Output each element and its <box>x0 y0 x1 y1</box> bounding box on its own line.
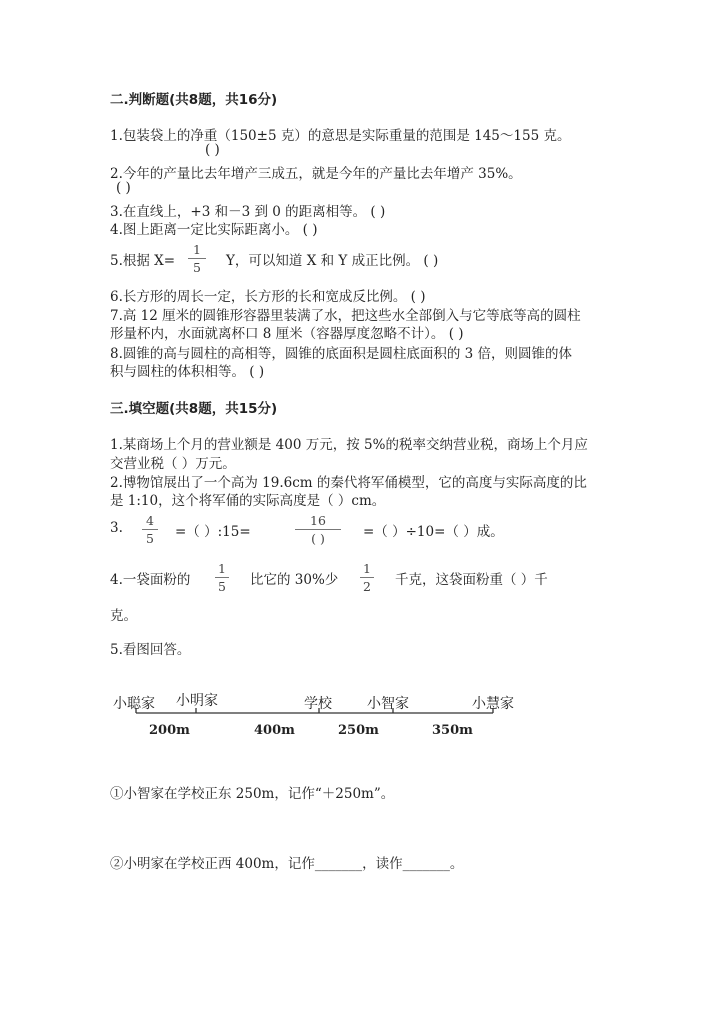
judge-question-1: 1.包装袋上的净重（150±5 克）的意思是实际重量的范围是 145～155 克。 <box>110 128 571 144</box>
sub-question-1: ①小智家在学校正东 250m，记作“＋250m”。 <box>110 786 395 802</box>
fill-question-1-cont: 交营业税（ ）万元。 <box>110 456 236 472</box>
place-label: 小聪家 <box>113 696 155 712</box>
place-label: 学校 <box>304 696 332 712</box>
section-3-heading: 三.填空题(共8题，共15分) <box>110 401 278 417</box>
fraction-denominator: 5 <box>218 579 226 594</box>
fraction-denominator: 5 <box>193 260 201 275</box>
judge-question-3: 3.在直线上，+3 和－3 到 0 的距离相等。 ( ) <box>110 204 386 220</box>
distance-label: 400m <box>254 723 295 738</box>
place-label: 小智家 <box>367 696 409 712</box>
fraction-numerator: 16 <box>310 513 326 528</box>
fraction-numerator: 4 <box>146 513 154 528</box>
judge-question-2: 2.今年的产量比去年增产三成五，就是今年的产量比去年增产 35%。 <box>110 166 522 182</box>
judge-question-4: 4.图上距离一定比实际距离小。 ( ) <box>110 222 318 238</box>
fill-question-1: 1.某商场上个月的营业额是 400 万元，按 5%的税率交纳营业税，商场上个月应 <box>110 437 588 453</box>
fraction-denominator: 2 <box>363 579 371 594</box>
distance-label: 250m <box>338 723 379 738</box>
judge-question-8-cont: 积与圆柱的体积相等。 ( ) <box>110 364 265 380</box>
sub-question-2: ②小明家在学校正西 400m，记作_______，读作_______。 <box>110 856 464 872</box>
fill-question-4-middle: 比它的 30%少 <box>250 572 339 588</box>
judge-question-5-suffix: Y，可以知道 X 和 Y 成正比例。 ( ) <box>226 253 439 269</box>
place-label: 小明家 <box>176 693 218 709</box>
judge-question-8: 8.圆锥的高与圆柱的高相等，圆锥的底面积是圆柱底面积的 3 倍，则圆锥的体 <box>110 346 573 362</box>
fill-question-2: 2.博物馆展出了一个高为 19.6cm 的秦代将军俑模型，它的高度与实际高度的比 <box>110 475 587 491</box>
fill-question-4-cont: 克。 <box>110 608 137 624</box>
judge-question-7-cont: 形量杯内，水面就离杯口 8 厘米（容器厚度忽略不计）。 ( ) <box>110 326 464 342</box>
fraction-denominator: 5 <box>146 531 154 546</box>
fill-question-2-cont: 是 1:10，这个将军俑的实际高度是（ ）cm。 <box>110 493 386 509</box>
distance-label: 200m <box>149 723 190 738</box>
distance-label: 350m <box>432 723 473 738</box>
place-label: 小慧家 <box>472 696 514 712</box>
judge-question-6: 6.长方形的周长一定，长方形的长和宽成反比例。 ( ) <box>110 289 426 305</box>
fill-question-3-label: 3. <box>110 520 123 536</box>
fill-question-4-prefix: 4.一袋面粉的 <box>110 572 191 588</box>
fill-question-4-end: 千克，这袋面粉重（ ）千 <box>395 572 548 588</box>
fraction-numerator: 1 <box>193 242 201 257</box>
judge-question-2-answer[interactable]: ( ) <box>116 180 131 196</box>
judge-question-5-prefix: 5.根据 X= <box>110 253 176 269</box>
fraction-numerator: 1 <box>363 561 371 576</box>
fill-question-3-middle: =（ ）:15= <box>175 524 251 540</box>
fill-question-3-end: =（ ）÷10=（ ）成。 <box>363 524 504 540</box>
section-2-heading: 二.判断题(共8题，共16分) <box>110 92 278 108</box>
judge-question-1-answer[interactable]: ( ) <box>205 142 220 158</box>
judge-question-7: 7.高 12 厘米的圆锥形容器里装满了水，把这些水全部倒入与它等底等高的圆柱 <box>110 308 581 324</box>
fraction-numerator: 1 <box>218 561 226 576</box>
fill-question-5: 5.看图回答。 <box>110 642 191 658</box>
fraction-denominator: ( ) <box>311 531 325 546</box>
